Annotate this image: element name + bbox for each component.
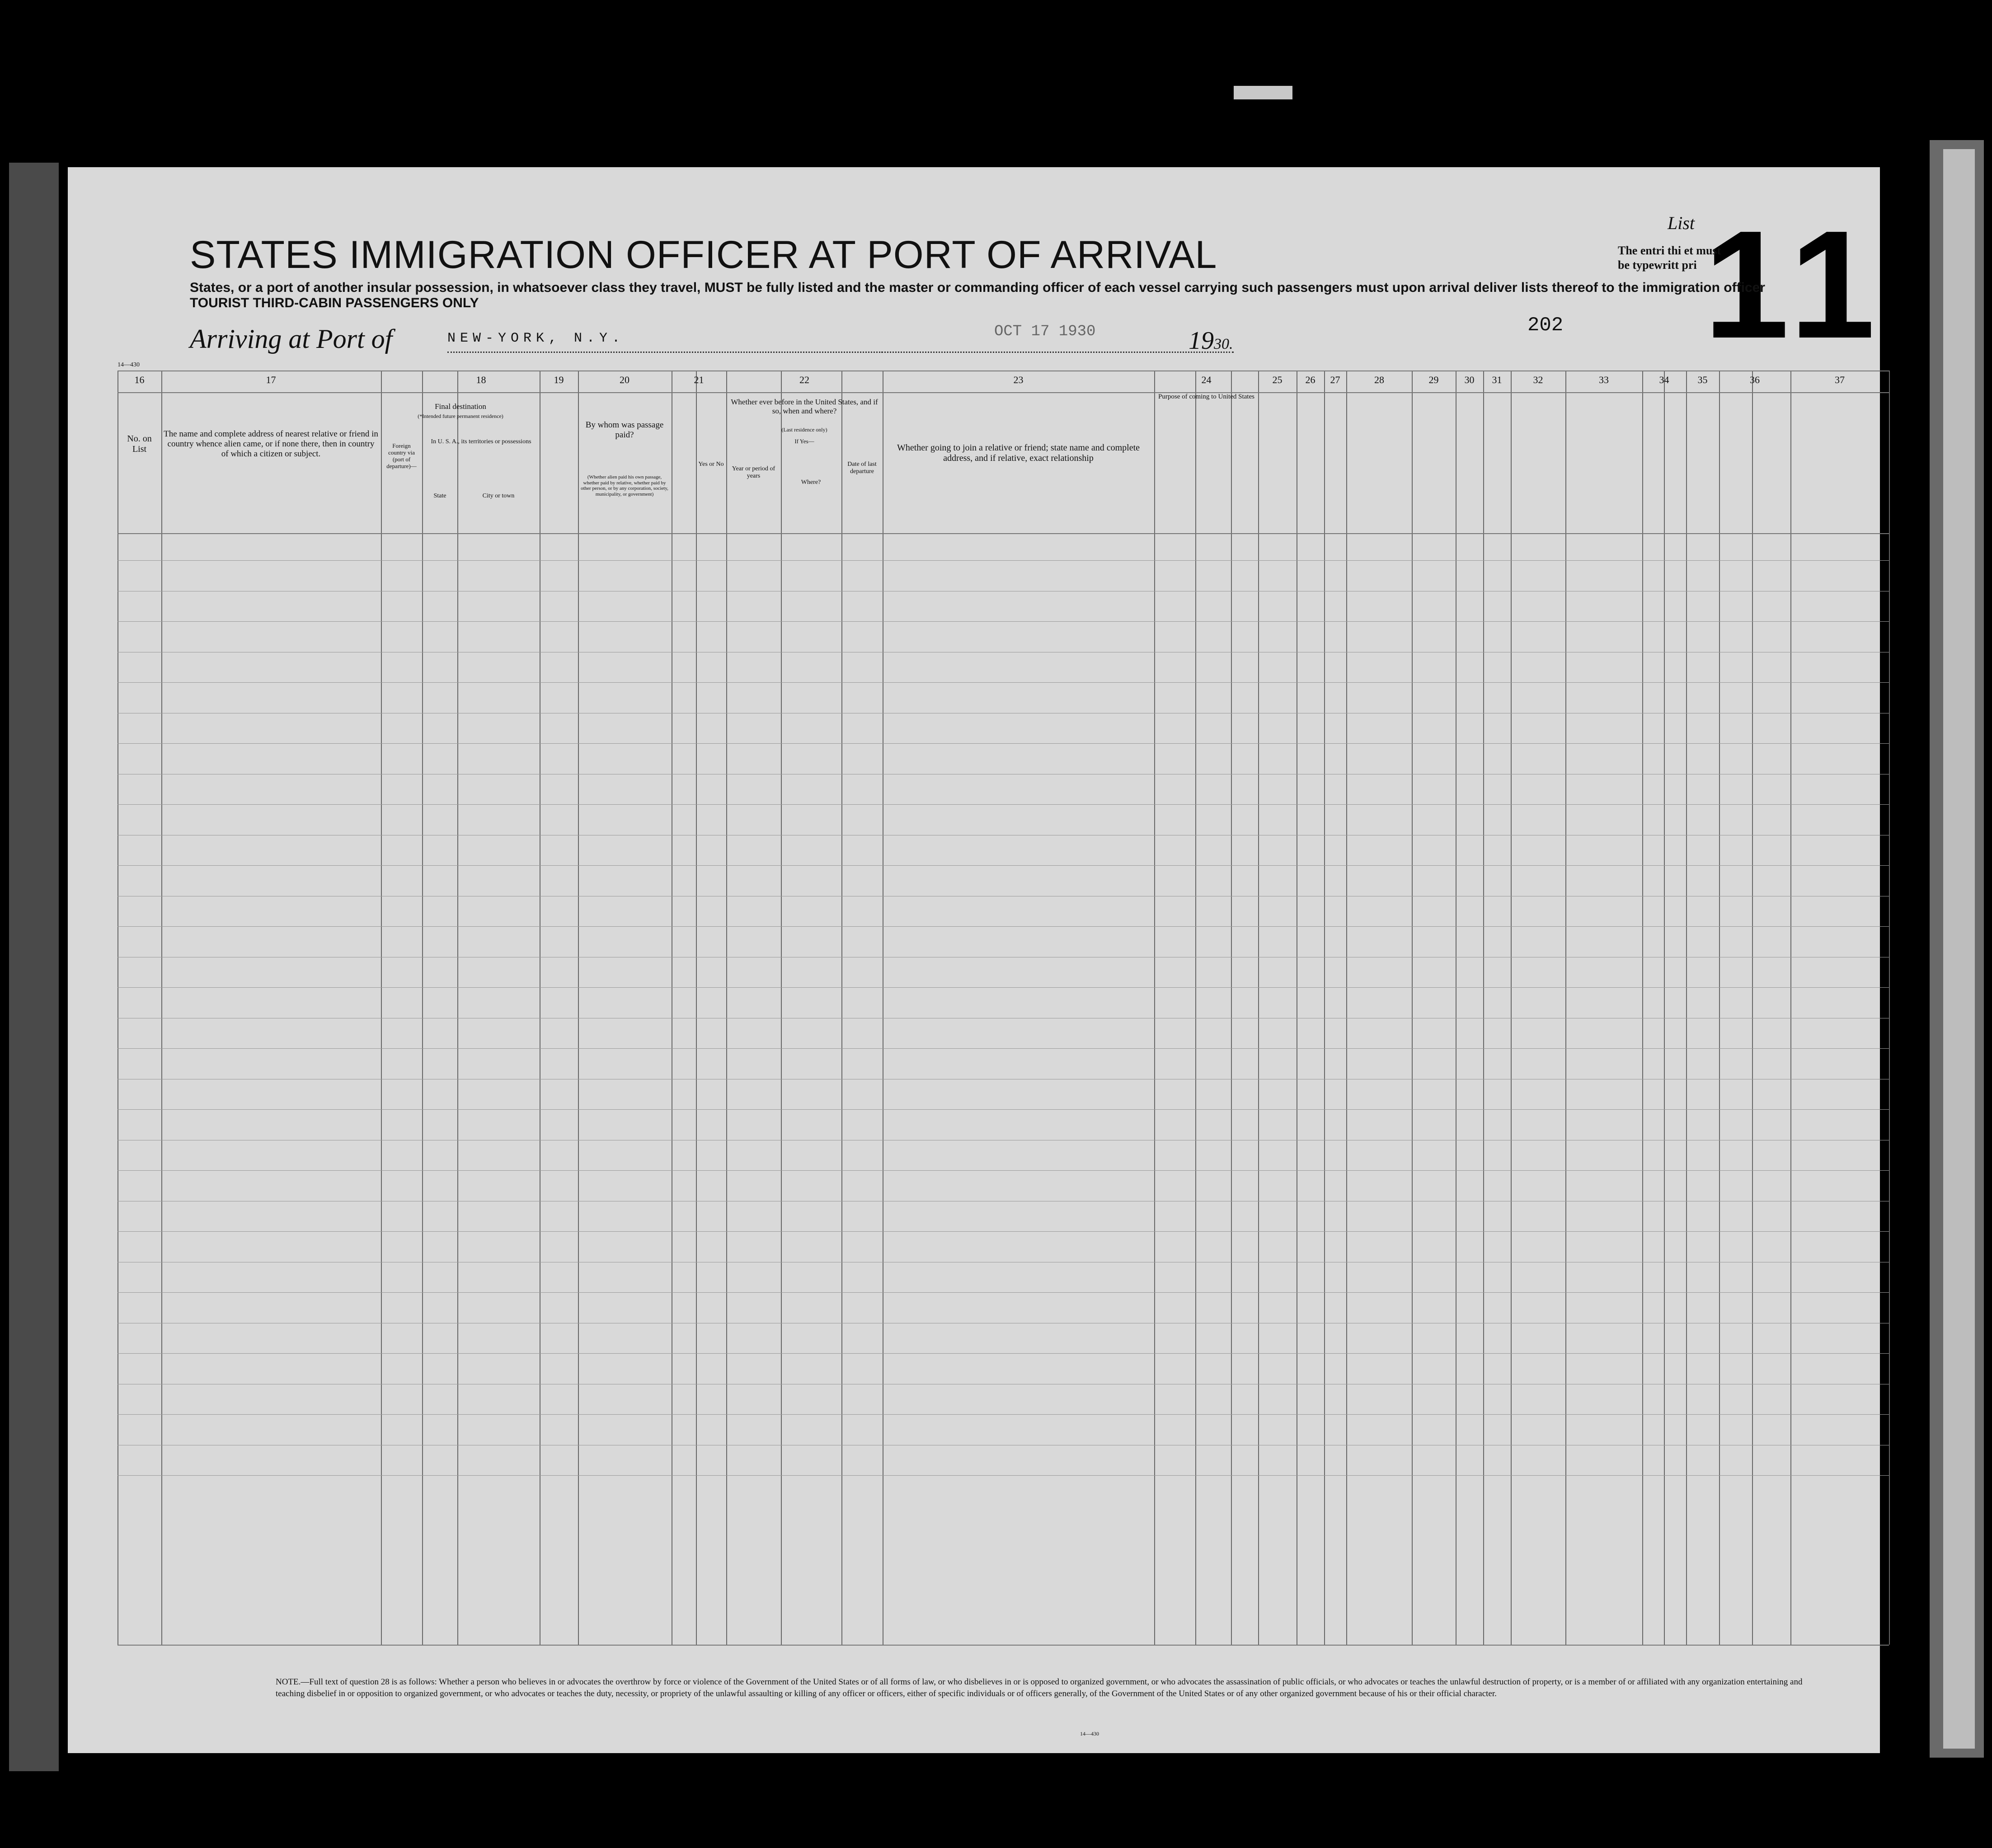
grid-vline [1565,371,1566,1645]
column-number: 28 [1374,374,1384,385]
grid-vline [1889,371,1890,1645]
column-number: 18 [476,374,486,385]
grid-hline-row [117,804,1889,805]
header-years: Year or period of years [732,465,775,480]
column-number: 26 [1305,374,1315,385]
header-in-usa: In U. S. A., its territories or possessions [431,438,531,445]
grid-hline-row [117,1353,1889,1354]
grid-hline-row [117,1414,1889,1415]
grid-hline-row [117,1231,1889,1232]
column-number: 27 [1330,374,1340,385]
grid-vline [1686,371,1687,1645]
header-final-destination: Final destination [435,402,486,411]
grid-vline [1412,371,1413,1645]
grid-vline [422,371,423,1645]
adjacent-page-edge [9,163,59,1771]
header-foreign-country: Foreign country via (port of departure)— [386,442,417,469]
grid-vline [1642,371,1643,1645]
grid-vline [696,371,697,1645]
grid-vline [1324,371,1325,1645]
grid-hline-row [117,621,1889,622]
column-number: 31 [1492,374,1502,385]
grid-hline-row [117,682,1889,683]
manifest-table [117,371,1889,1645]
port-underline [447,352,926,353]
column-number: 29 [1428,374,1439,385]
header-final-destination-sub: (*Intended future permanent residence) [418,413,503,419]
header-state: State [433,492,446,499]
column-number: 24 [1201,374,1212,385]
column-number: 30 [1464,374,1475,385]
grid-hline-row [117,1475,1889,1476]
grid-hline-row [117,987,1889,988]
date-underline [881,352,1234,353]
header-been-in-us: Whether ever before in the United States, and if so, when and where? [731,398,878,415]
grid-hline-bottom [117,1645,1889,1646]
column-number: 33 [1599,374,1609,385]
grid-hline-row [117,1292,1889,1293]
grid-vline [781,371,782,1645]
typewritten-instruction-1: The entri thi et must [1618,244,1721,257]
column-number: 36 [1750,374,1760,385]
column-number: 25 [1272,374,1283,385]
grid-vline [1154,371,1155,1645]
date-stamp: OCT 17 1930 [994,323,1096,340]
grid-vline [1790,371,1791,1645]
grid-vline [1483,371,1484,1645]
header-class: TOURIST THIRD-CABIN PASSENGERS ONLY [190,295,479,310]
typewritten-instruction-2: be typewritt pri [1618,258,1697,272]
column-number: 32 [1533,374,1543,385]
column-number: 17 [266,374,276,385]
page-number: 202 [1527,314,1564,337]
header-no-on-list: No. on List [127,434,152,454]
adjacent-page-right-inner [1943,149,1975,1749]
list-number: 11 [1704,199,1884,371]
grid-vline [1719,371,1720,1645]
grid-vline [161,371,162,1645]
grid-vline [1195,371,1196,1645]
year-field [1189,326,1233,355]
header-been-in-us-sub: (Last residence only) [781,427,827,433]
grid-hline-row [117,560,1889,561]
arriving-label: Arriving at Port of [190,324,393,354]
port-of-arrival: NEW-YORK, N.Y. [447,331,625,346]
grid-vline [381,371,382,1645]
grid-hline-row [117,1170,1889,1171]
column-number: 16 [134,374,145,385]
header-date-departure: Date of last departure [847,461,877,475]
page-title: STATES IMMIGRATION OFFICER AT PORT OF ARRIVAL [190,233,1217,277]
year-prefix: 19 [1189,327,1214,355]
manifest-page [68,167,1884,1753]
header-passage-paid-sub: (Whether alien paid his own passage, whether paid by relative, whether paid by other person, or by any corporation, society, municipality, or government) [581,474,668,497]
header-instructions: States, or a port of another insular possession, in whatsoever class they travel, MUST be fully listed and the master or commanding officer of each vessel carrying such passengers must upon arrival deliver lists thereof to the immigration officer [190,280,1765,295]
grid-vline [1231,371,1232,1645]
grid-vline [1664,371,1665,1645]
grid-vline [726,371,727,1645]
grid-hline-colnum [117,392,1889,393]
column-number: 23 [1013,374,1024,385]
column-number: 20 [620,374,630,385]
grid-vline [578,371,579,1645]
column-number: 22 [799,374,809,385]
header-yes-no-21: Yes or No [698,461,724,468]
column-number: 19 [554,374,564,385]
footnote: NOTE.—Full text of question 28 is as follows: Whether a person who believes in or advocates the overthrow by force or violence of the Government of the United States or of all forms of law, or who disbelieves in or is opposed to organized government, or who advocates the assassination of public officials, or who advocates or teaches the unlawful destruction of property, or is a member of or affiliated with any organization entertaining and teaching disbelief in or opposition to organized government, or who advocates or teaches the duty, necessity, or propriety of the unlawful assaulting or killing of any officer or officers, either of specific individuals or of officers generally, of the Government of the United States or of any other organized government because of his or their official character. [276,1677,1803,1698]
footer-code: 14—430 [1080,1731,1099,1737]
form-code: 14—430 [117,361,140,368]
grid-vline [1346,371,1347,1645]
grid-vline [1511,371,1512,1645]
header-joining: Whether going to join a relative or friend; state name and complete address, and if relative, exact relationship [897,443,1140,463]
header-relative-abroad: The name and complete address of nearest relative or friend in country whence alien came, or if none there, then in country of which a citizen or subject. [164,429,378,459]
grid-vline [1258,371,1259,1645]
header-city: City or town [482,492,515,499]
grid-vline [457,371,458,1645]
header-where: Where? [801,479,821,486]
list-label: List [1668,213,1695,233]
column-number: 35 [1697,374,1708,385]
column-number: 21 [694,374,704,385]
header-passage-paid: By whom was passage paid? [585,420,664,440]
column-number: 34 [1659,374,1669,385]
header-purpose: Purpose of coming to United States [1158,393,1254,400]
header-if-yes: If Yes— [794,438,814,445]
column-number: 37 [1835,374,1845,385]
grid-hline-header [117,533,1889,534]
year-suffix: 30. [1214,336,1233,352]
grid-vline [1752,371,1753,1645]
grid-vline [117,371,118,1645]
grid-hline-row [117,926,1889,927]
grid-hline-row [117,865,1889,866]
grid-hline-row [117,743,1889,744]
grid-hline-row [117,1109,1889,1110]
clip-tab [1234,86,1292,99]
grid-hline-row [117,1048,1889,1049]
grid-vline [841,371,842,1645]
